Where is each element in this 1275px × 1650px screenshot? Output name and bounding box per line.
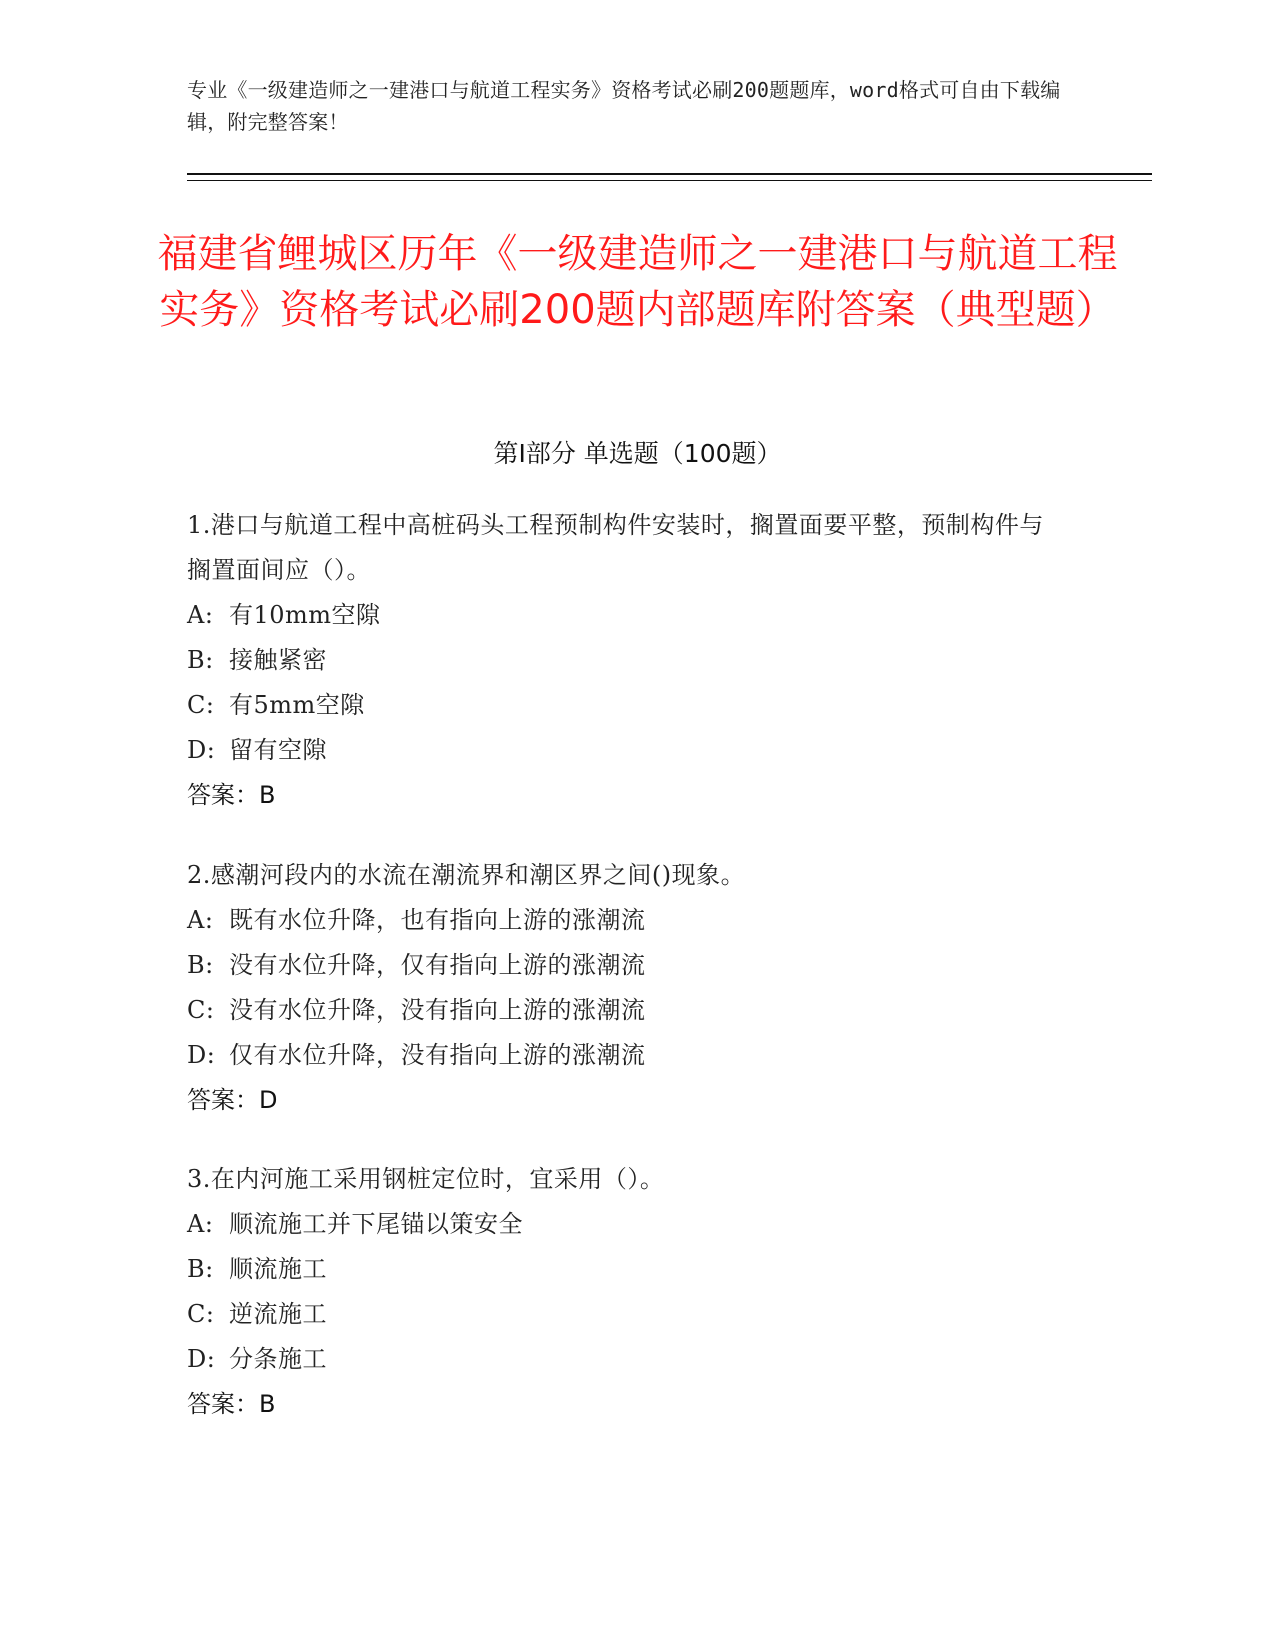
option-b xyxy=(187,638,1067,683)
answer-value: B xyxy=(259,781,276,809)
option-letter: D: xyxy=(187,1041,216,1069)
answer-label: 答案： xyxy=(187,1390,259,1418)
option-a xyxy=(187,1202,1067,1247)
option-list xyxy=(187,1202,1067,1382)
option-text: 顺流施工 xyxy=(229,1255,327,1283)
option-list xyxy=(187,898,1067,1078)
option-text: 顺流施工并下尾锚以策安全 xyxy=(229,1210,523,1238)
option-text: 分条施工 xyxy=(229,1345,327,1373)
option-text: 仅有水位升降，没有指向上游的涨潮流 xyxy=(229,1041,646,1069)
answer-label: 答案： xyxy=(187,781,259,809)
option-text: 有5mm空隙 xyxy=(229,691,365,719)
option-b xyxy=(187,943,1067,988)
option-d xyxy=(187,728,1067,773)
answer-label: 答案： xyxy=(187,1086,259,1114)
section-heading: 第I部分 单选题（100题） xyxy=(493,439,782,468)
question-2 xyxy=(187,853,1067,1123)
question-stem: 1.港口与航道工程中高桩码头工程预制构件安装时，搁置面要平整，预制构件与搁置面间应（）。 xyxy=(187,511,1044,584)
header-rule-thick xyxy=(187,173,1152,175)
option-text: 既有水位升降，也有指向上游的涨潮流 xyxy=(229,906,646,934)
question-stem: 2.感潮河段内的水流在潮流界和潮区界之间()现象。 xyxy=(187,861,746,889)
question-3 xyxy=(187,1157,1067,1427)
answer-line xyxy=(187,773,1067,818)
question-stem: 3.在内河施工采用钢桩定位时，宜采用（）。 xyxy=(187,1165,665,1193)
option-list xyxy=(187,593,1067,773)
option-text: 接触紧密 xyxy=(229,646,327,674)
option-letter: C: xyxy=(187,691,215,719)
option-a xyxy=(187,593,1067,638)
option-text: 有10mm空隙 xyxy=(229,601,381,629)
header-rule-thin xyxy=(187,180,1152,181)
option-text: 逆流施工 xyxy=(229,1300,327,1328)
option-c xyxy=(187,988,1067,1033)
option-text: 没有水位升降，没有指向上游的涨潮流 xyxy=(229,996,646,1024)
option-letter: A: xyxy=(187,906,214,934)
answer-value: B xyxy=(259,1390,276,1418)
question-1 xyxy=(187,503,1067,818)
option-c xyxy=(187,683,1067,728)
option-letter: B: xyxy=(187,646,214,674)
option-letter: A: xyxy=(187,1210,214,1238)
option-c xyxy=(187,1292,1067,1337)
option-letter: C: xyxy=(187,996,215,1024)
option-text: 没有水位升降，仅有指向上游的涨潮流 xyxy=(229,951,646,979)
option-letter: A: xyxy=(187,601,214,629)
option-d xyxy=(187,1337,1067,1382)
answer-line xyxy=(187,1078,1067,1123)
answer-value: D xyxy=(259,1086,278,1114)
header-note: 专业《一级建造师之一建港口与航道工程实务》资格考试必刷200题题库，word格式可自由下载编辑，附完整答案！ xyxy=(187,78,1061,134)
option-letter: D: xyxy=(187,736,216,764)
option-letter: C: xyxy=(187,1300,215,1328)
option-d xyxy=(187,1033,1067,1078)
option-b xyxy=(187,1247,1067,1292)
option-letter: B: xyxy=(187,951,214,979)
option-text: 留有空隙 xyxy=(229,736,327,764)
document-title: 福建省鲤城区历年《一级建造师之一建港口与航道工程实务》资格考试必刷200题内部题库附答案（典型题） xyxy=(157,231,1118,333)
answer-line xyxy=(187,1382,1067,1427)
option-letter: B: xyxy=(187,1255,214,1283)
option-a xyxy=(187,898,1067,943)
option-letter: D: xyxy=(187,1345,216,1373)
